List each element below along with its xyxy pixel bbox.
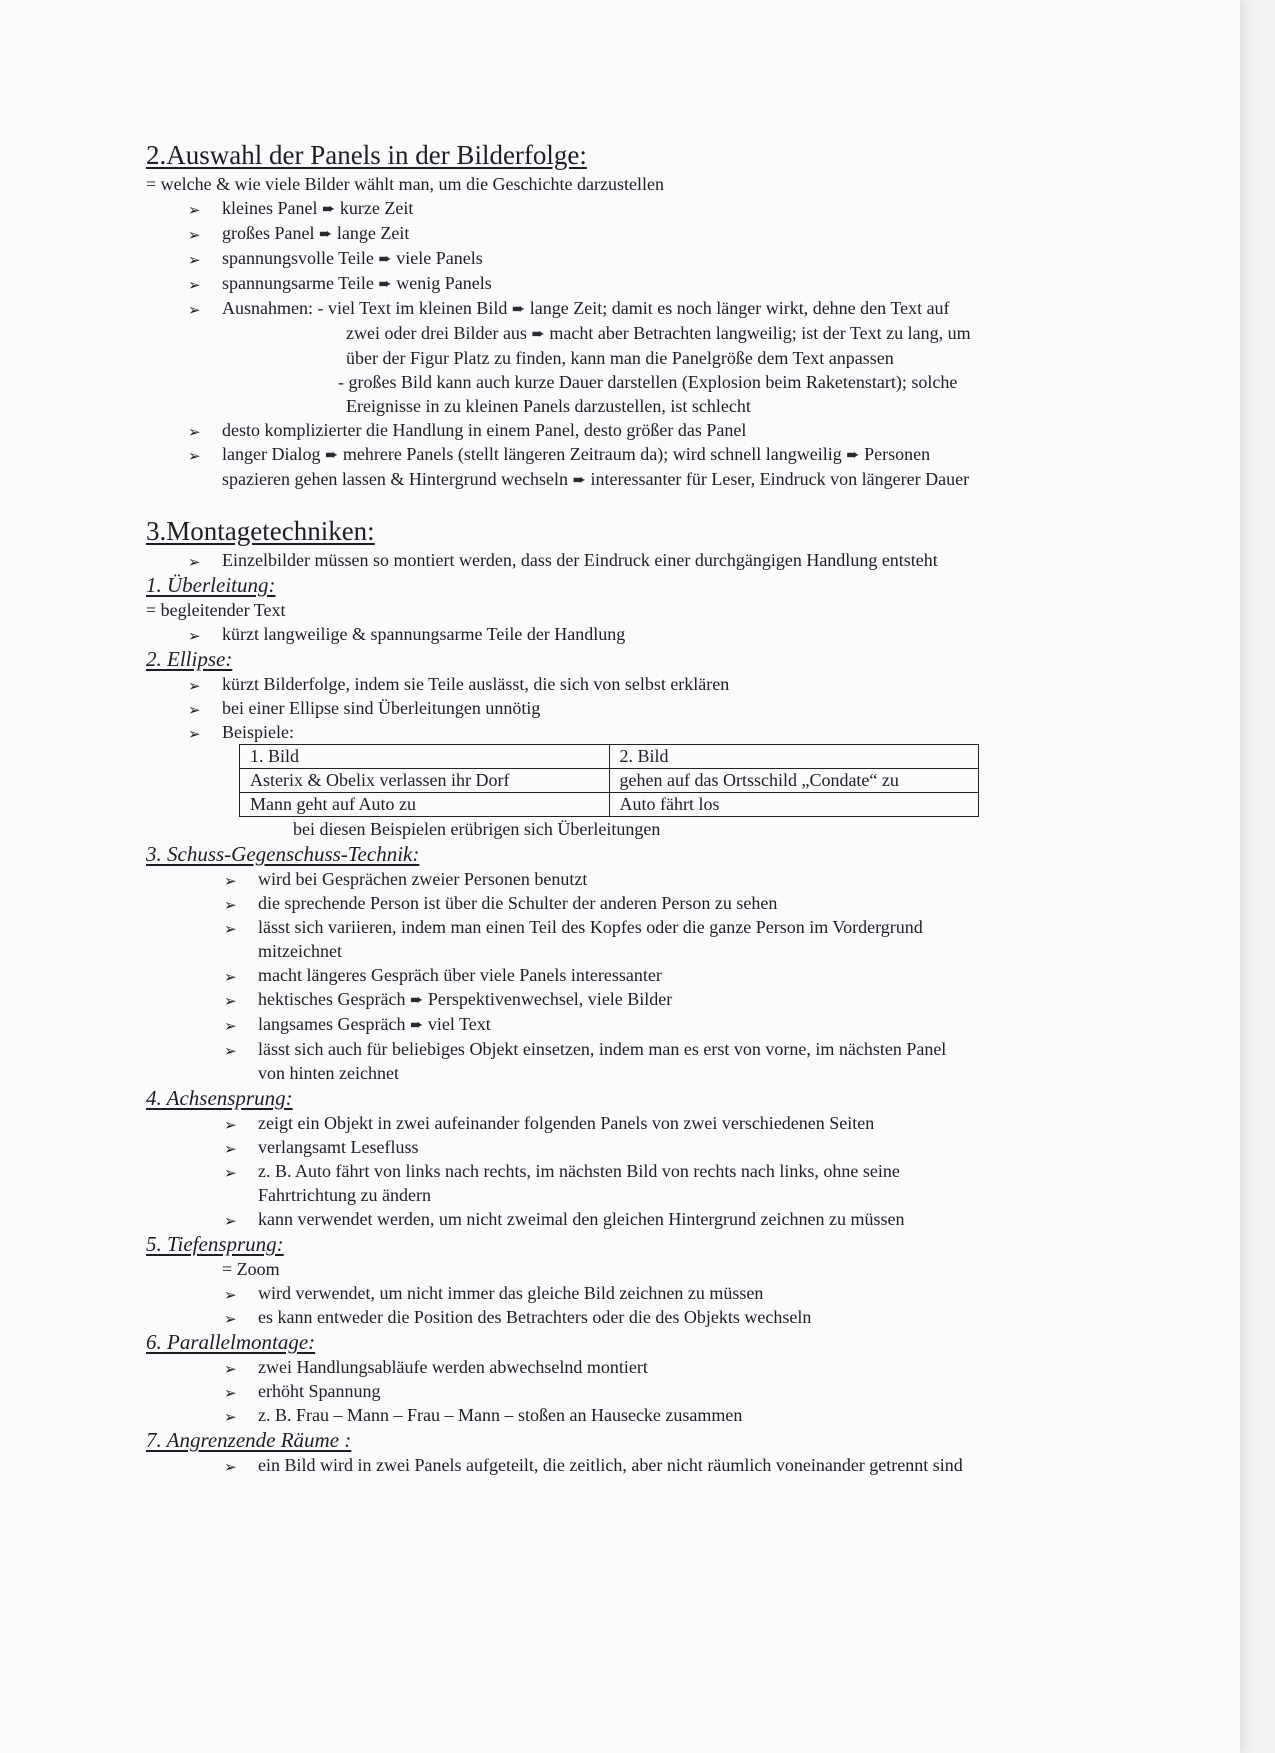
arrow-right-icon: ➨	[378, 249, 392, 268]
section-3-title: 3.Montagetechniken:	[146, 516, 375, 546]
list-item: ➢ spannungsvolle Teile ➨ viele Panels	[222, 248, 483, 268]
subheading-ueberleitung: 1. Überleitung:	[146, 573, 276, 597]
arrow-right-icon: ➨	[572, 470, 586, 489]
subheading-tiefensprung: 5. Tiefensprung:	[146, 1232, 284, 1256]
subheading-parallelmontage: 6. Parallelmontage:	[146, 1330, 316, 1354]
list-item: ➢ langsames Gespräch ➨ viel Text	[258, 1014, 491, 1034]
section-2-title: 2.Auswahl der Panels in der Bilderfolge:	[146, 140, 587, 170]
list-item: ➢ kürzt Bilderfolge, indem sie Teile auslässt, die sich von selbst erklären	[222, 674, 729, 694]
list-item: ➢ zeigt ein Objekt in zwei aufeinander folgenden Panels von zwei verschiedenen Seiten	[258, 1113, 874, 1133]
list-item: ➢ lässt sich variieren, indem man einen Teil des Kopfes oder die ganze Person im Vordergrund	[258, 917, 923, 937]
beispiele-table	[239, 744, 979, 817]
list-item: ➢ hektisches Gespräch ➨ Perspektivenwechsel, viele Bilder	[258, 989, 672, 1009]
definition: = begleitender Text	[146, 600, 286, 620]
list-item: ➢ kürzt langweilige & spannungsarme Teile der Handlung	[222, 624, 625, 644]
arrow-right-icon: ➨	[318, 224, 333, 243]
list-item: ➢ z. B. Frau – Mann – Frau – Mann – stoßen an Hausecke zusammen	[258, 1405, 742, 1425]
table-cell: 2. Bild	[609, 745, 979, 769]
list-item: ➢ lässt sich auch für beliebiges Objekt einsetzen, indem man es erst von vorne, im nächsten Panel	[258, 1039, 946, 1059]
list-item-ausnahmen: ➢ Ausnahmen: - viel Text im kleinen Bild ➨ lange Zeit; damit es noch länger wirkt, dehne den Text auf	[222, 298, 950, 318]
definition: = Zoom	[222, 1259, 280, 1279]
section-2-definition: = welche & wie viele Bilder wählt man, um die Geschichte darzustellen	[146, 174, 664, 194]
list-item: ➢ es kann entweder die Position des Betrachters oder die des Objekts wechseln	[258, 1307, 811, 1327]
arrow-right-icon: ➨	[378, 274, 392, 293]
ausnahmen-line: - großes Bild kann auch kurze Dauer darstellen (Explosion beim Raketenstart); solche	[338, 372, 958, 392]
ausnahmen-line: über der Figur Platz zu finden, kann man die Panelgröße dem Text anpassen	[346, 348, 894, 368]
list-item: ➢ Einzelbilder müssen so montiert werden, dass der Eindruck einer durchgängigen Handlung entsteht	[222, 550, 938, 570]
subheading-angrenzende-raeume: 7. Angrenzende Räume :	[146, 1428, 352, 1452]
list-item: ➢ macht längeres Gespräch über viele Panels interessanter	[258, 965, 662, 985]
table-cell: 1. Bild	[240, 745, 610, 769]
table-cell: gehen auf das Ortsschild „Condate“ zu	[609, 769, 979, 793]
ausnahmen-line: Ereignisse in zu kleinen Panels darzustellen, ist schlecht	[346, 396, 751, 416]
table-cell: Auto fährt los	[609, 793, 979, 817]
list-item: ➢ Beispiele:	[222, 722, 294, 742]
list-item: ➢ zwei Handlungsabläufe werden abwechselnd montiert	[258, 1357, 648, 1377]
ausnahmen-line: macht aber Betrachten langweilig; ist der Text zu lang, um	[549, 323, 971, 343]
list-item: ➢ wird verwendet, um nicht immer das gleiche Bild zeichnen zu müssen	[258, 1283, 763, 1303]
list-item: ➢ die sprechende Person ist über die Schulter der anderen Person zu sehen	[258, 893, 777, 913]
dialog-line: spazieren gehen lassen & Hintergrund wechseln	[222, 469, 569, 489]
dialog-line: interessanter für Leser, Eindruck von längerer Dauer	[590, 469, 970, 489]
subheading-achsensprung: 4. Achsensprung:	[146, 1086, 293, 1110]
arrow-right-icon: ➨	[324, 445, 339, 464]
table-row	[240, 745, 979, 769]
list-item-continuation: von hinten zeichnet	[258, 1063, 399, 1083]
arrow-right-icon: ➨	[846, 445, 860, 464]
ausnahmen-line: zwei oder drei Bilder aus	[346, 323, 527, 343]
list-item: ➢ großes Panel ➨ lange Zeit	[222, 223, 409, 243]
list-item: ➢ kann verwendet werden, um nicht zweimal den gleichen Hintergrund zeichnen zu müssen	[258, 1209, 904, 1229]
arrow-right-icon: ➨	[409, 1015, 424, 1034]
table-cell: Mann geht auf Auto zu	[240, 793, 610, 817]
arrow-right-icon: ➨	[531, 324, 545, 343]
table-note: bei diesen Beispielen erübrigen sich Überleitungen	[293, 819, 661, 839]
list-item: ➢ wird bei Gesprächen zweier Personen benutzt	[258, 869, 587, 889]
list-item: ➢ verlangsamt Lesefluss	[258, 1137, 418, 1157]
list-item: ➢ desto komplizierter die Handlung in einem Panel, desto größer das Panel	[222, 420, 746, 440]
arrow-right-icon: ➨	[321, 199, 336, 218]
list-item-dialog: ➢ langer Dialog ➨ mehrere Panels (stellt längeren Zeitraum da); wird schnell langweilig ➨ Personen	[222, 444, 930, 464]
table-cell: Asterix & Obelix verlassen ihr Dorf	[240, 769, 610, 793]
list-item: ➢ erhöht Spannung	[258, 1381, 380, 1401]
list-item: ➢ bei einer Ellipse sind Überleitungen unnötig	[222, 698, 540, 718]
arrow-right-icon: ➨	[511, 299, 526, 318]
list-item: ➢ ein Bild wird in zwei Panels aufgeteilt, die zeitlich, aber nicht räumlich voneinander getrennt sind	[258, 1455, 963, 1475]
list-item: ➢ z. B. Auto fährt von links nach rechts, im nächsten Bild von rechts nach links, ohne seine	[258, 1161, 900, 1181]
list-item-continuation: mitzeichnet	[258, 941, 342, 961]
list-item: ➢ spannungsarme Teile ➨ wenig Panels	[222, 273, 492, 293]
document-body	[146, 138, 1121, 1477]
arrow-right-icon: ➨	[409, 990, 424, 1009]
table-row	[240, 769, 979, 793]
subheading-ellipse: 2. Ellipse:	[146, 647, 233, 671]
subheading-schuss-gegenschuss: 3. Schuss-Gegenschuss-Technik:	[146, 842, 420, 866]
table-row	[240, 793, 979, 817]
list-item-continuation: Fahrtrichtung zu ändern	[258, 1185, 431, 1205]
list-item: ➢ kleines Panel ➨ kurze Zeit	[222, 198, 413, 218]
